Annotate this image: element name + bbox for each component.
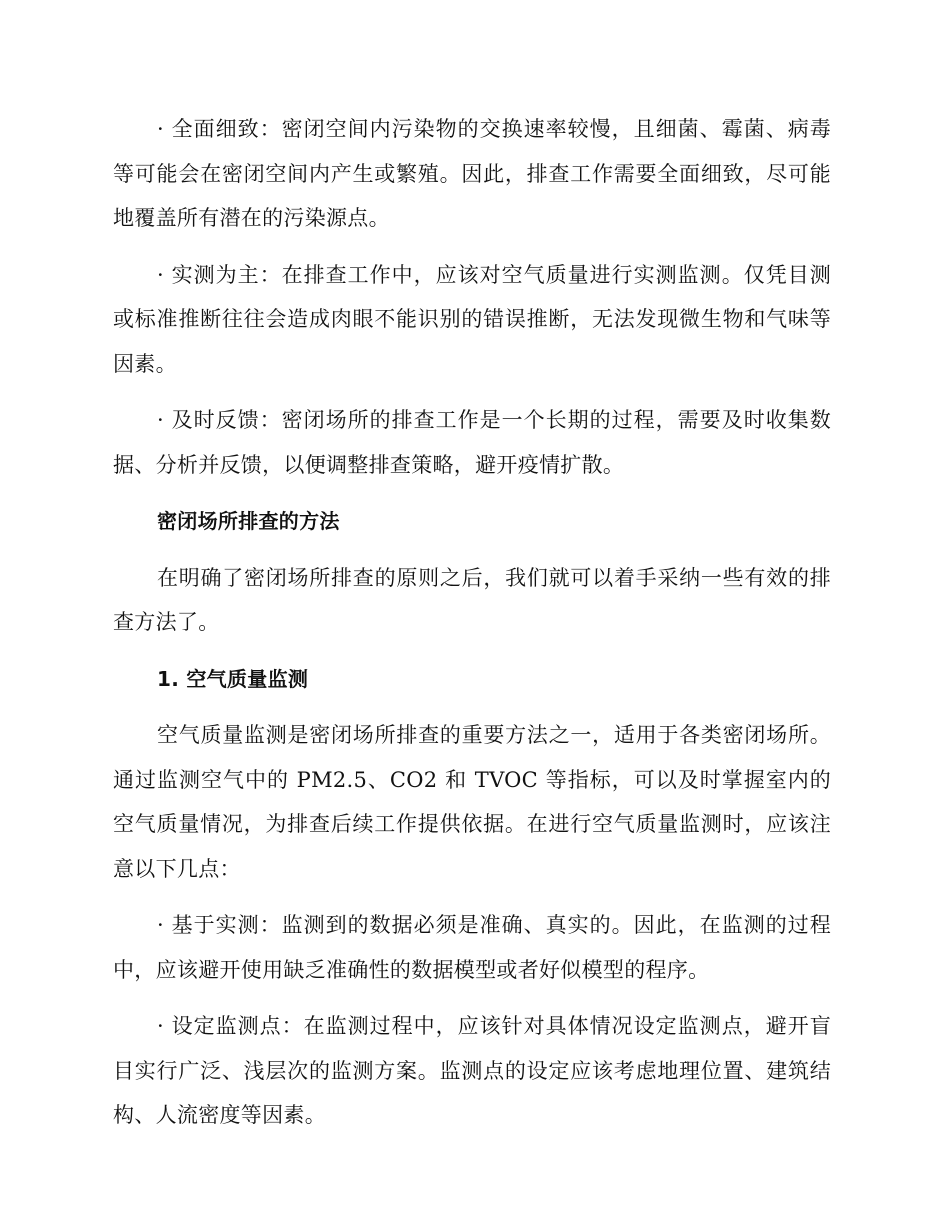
intro-paragraph-methods: 在明确了密闭场所排查的原则之后，我们就可以着手采纳一些有效的排查方法了。 (113, 565, 831, 634)
subsection-heading-air-quality: 1. 空气质量监测 (157, 666, 309, 691)
bullet-paragraph-measurement: · 实测为主：在排查工作中，应该对空气质量进行实测监测。仅凭目测或标准推断往往会造成肉眼不能识别的错误推断，无法发现微生物和气味等因素。 (113, 262, 831, 376)
bullet-paragraph-feedback: · 及时反馈：密闭场所的排查工作是一个长期的过程，需要及时收集数据、分析并反馈，以便调整排查策略，避开疫情扩散。 (113, 408, 831, 477)
bullet-paragraph-monitoring-points: · 设定监测点：在监测过程中，应该针对具体情况设定监测点，避开盲目实行广泛、浅层次的监测方案。监测点的设定应该考虑地理位置、建筑结构、人流密度等因素。 (113, 1014, 831, 1127)
bullet-paragraph-based-on-measurement: · 基于实测：监测到的数据必须是准确、真实的。因此，在监测的过程中，应该避开使用缺乏准确性的数据模型或者好似模型的程序。 (113, 913, 831, 982)
paragraph-air-quality: 空气质量监测是密闭场所排查的重要方法之一，适用于各类密闭场所。通过监测空气中的 PM2.5、CO2 和 TVOC 等指标，可以及时掌握室内的空气质量情况，为排查后续工作提供依据。在进行空气质量监测时，应该注意以下几点： (113, 723, 831, 881)
document-body (113, 107, 831, 1150)
section-heading-methods: 密闭场所排查的方法 (157, 509, 340, 533)
bullet-paragraph-comprehensive: · 全面细致：密闭空间内污染物的交换速率较慢，且细菌、霉菌、病毒等可能会在密闭空间内产生或繁殖。因此，排查工作需要全面细致，尽可能地覆盖所有潜在的污染源点。 (113, 117, 831, 230)
